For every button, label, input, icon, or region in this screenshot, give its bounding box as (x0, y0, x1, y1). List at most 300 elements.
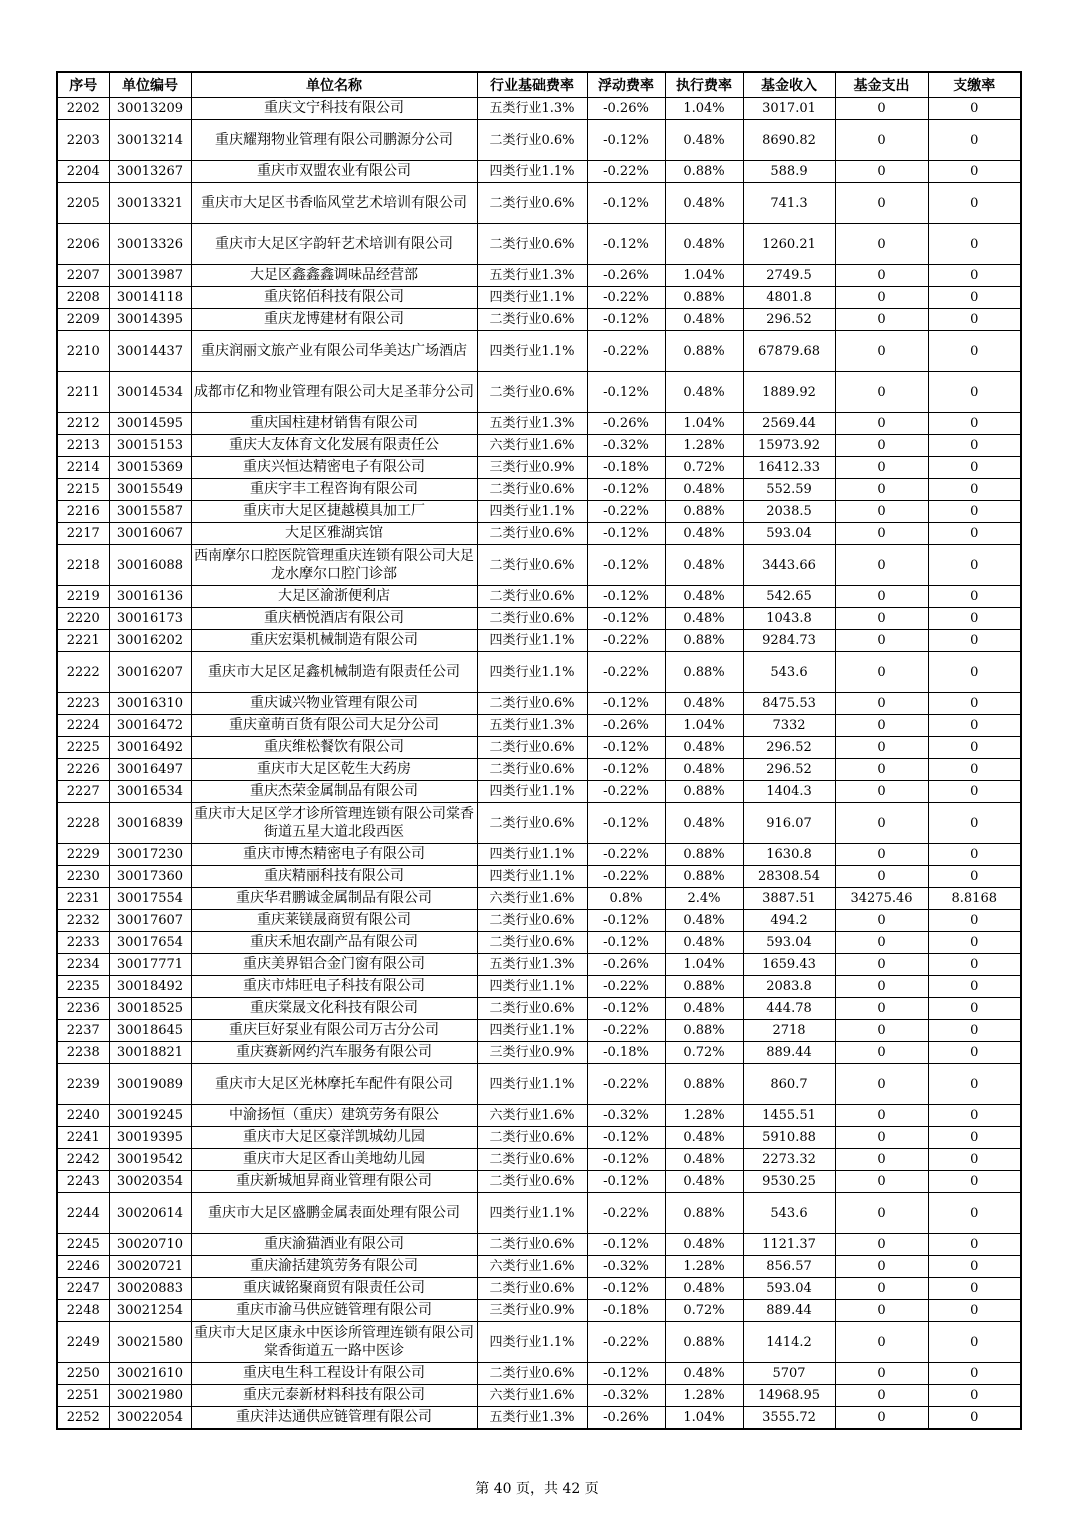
base-rate-cell: 二类行业0.6% (477, 1171, 587, 1193)
table-row (57, 954, 1021, 976)
exec-rate-cell: 0.48% (665, 693, 743, 715)
unit-code-cell: 30015153 (109, 435, 191, 457)
float-rate-cell: -0.32% (587, 1256, 665, 1278)
table-row (57, 759, 1021, 781)
table-row (57, 1042, 1021, 1064)
seq-cell: 2240 (57, 1105, 109, 1127)
unit-code-cell: 30016202 (109, 630, 191, 652)
seq-cell: 2232 (57, 910, 109, 932)
seq-cell: 2216 (57, 501, 109, 523)
fund-income-cell: 1043.8 (743, 608, 835, 630)
payout-ratio-cell: 0 (928, 954, 1021, 976)
fund-income-cell: 2038.5 (743, 501, 835, 523)
exec-rate-cell: 0.88% (665, 501, 743, 523)
base-rate-cell: 四类行业1.1% (477, 1322, 587, 1363)
exec-rate-cell: 0.48% (665, 759, 743, 781)
base-rate-cell: 二类行业0.6% (477, 910, 587, 932)
fund-expense-cell: 0 (835, 803, 928, 844)
fund-income-cell: 15973.92 (743, 435, 835, 457)
unit-name-cell: 重庆市大足区康永中医诊所管理连锁有限公司棠香街道五一路中医诊 (191, 1322, 477, 1363)
unit-name-cell: 重庆棠晟文化科技有限公司 (191, 998, 477, 1020)
seq-cell: 2218 (57, 545, 109, 586)
table-row (57, 1363, 1021, 1385)
float-rate-cell: -0.22% (587, 161, 665, 183)
fund-expense-cell: 0 (835, 759, 928, 781)
fund-income-cell: 16412.33 (743, 457, 835, 479)
fund-expense-cell: 0 (835, 501, 928, 523)
exec-rate-cell: 0.88% (665, 1020, 743, 1042)
fund-expense-cell: 0 (835, 479, 928, 501)
fund-income-cell: 1630.8 (743, 844, 835, 866)
seq-cell: 2222 (57, 652, 109, 693)
table-row (57, 715, 1021, 737)
table-row (57, 413, 1021, 435)
payout-ratio-cell: 0 (928, 844, 1021, 866)
payout-ratio-cell: 0 (928, 910, 1021, 932)
unit-code-cell: 30017554 (109, 888, 191, 910)
exec-rate-cell: 0.72% (665, 1300, 743, 1322)
fund-expense-cell: 0 (835, 457, 928, 479)
seq-cell: 2209 (57, 309, 109, 331)
float-rate-cell: -0.12% (587, 608, 665, 630)
fund-expense-cell: 0 (835, 372, 928, 413)
fund-income-cell: 3887.51 (743, 888, 835, 910)
fund-expense-cell: 0 (835, 1105, 928, 1127)
table-row (57, 693, 1021, 715)
unit-code-cell: 30016534 (109, 781, 191, 803)
base-rate-cell: 二类行业0.6% (477, 608, 587, 630)
table-row (57, 545, 1021, 586)
float-rate-cell: -0.18% (587, 1042, 665, 1064)
exec-rate-cell: 0.48% (665, 523, 743, 545)
float-rate-cell: -0.26% (587, 265, 665, 287)
exec-rate-cell: 0.88% (665, 652, 743, 693)
fund-expense-cell: 0 (835, 1256, 928, 1278)
unit-code-cell: 30013214 (109, 120, 191, 161)
table-row (57, 1105, 1021, 1127)
page-footer: 第 40 页，共 42 页 (475, 1481, 599, 1497)
float-rate-cell: -0.22% (587, 501, 665, 523)
seq-cell: 2231 (57, 888, 109, 910)
float-rate-cell: -0.22% (587, 844, 665, 866)
payout-ratio-cell: 0 (928, 331, 1021, 372)
payout-ratio-cell: 0 (928, 998, 1021, 1020)
unit-code-cell: 30014534 (109, 372, 191, 413)
base-rate-cell: 五类行业1.3% (477, 954, 587, 976)
unit-name-cell: 重庆宇丰工程咨询有限公司 (191, 479, 477, 501)
table-row (57, 910, 1021, 932)
seq-cell: 2225 (57, 737, 109, 759)
payout-ratio-cell: 0 (928, 630, 1021, 652)
fund-income-cell: 5910.88 (743, 1127, 835, 1149)
unit-code-cell: 30016136 (109, 586, 191, 608)
exec-rate-cell: 1.28% (665, 1105, 743, 1127)
fund-income-cell: 14968.95 (743, 1385, 835, 1407)
exec-rate-cell: 0.48% (665, 586, 743, 608)
payout-ratio-cell: 0 (928, 435, 1021, 457)
seq-cell: 2233 (57, 932, 109, 954)
table-row (57, 976, 1021, 998)
unit-code-cell: 30015549 (109, 479, 191, 501)
payout-ratio-cell: 0 (928, 287, 1021, 309)
exec-rate-cell: 1.28% (665, 1256, 743, 1278)
fund-expense-cell: 0 (835, 1064, 928, 1105)
seq-cell: 2230 (57, 866, 109, 888)
fund-income-cell: 860.7 (743, 1064, 835, 1105)
float-rate-cell: -0.12% (587, 120, 665, 161)
exec-rate-cell: 0.72% (665, 457, 743, 479)
float-rate-cell: -0.32% (587, 1105, 665, 1127)
exec-rate-cell: 0.88% (665, 1193, 743, 1234)
exec-rate-cell: 1.04% (665, 98, 743, 120)
fund-expense-cell: 0 (835, 98, 928, 120)
exec-rate-cell: 0.48% (665, 372, 743, 413)
exec-rate-cell: 0.88% (665, 630, 743, 652)
table-row (57, 1300, 1021, 1322)
base-rate-cell: 三类行业0.9% (477, 1042, 587, 1064)
fund-expense-cell: 0 (835, 161, 928, 183)
unit-code-cell: 30016207 (109, 652, 191, 693)
base-rate-cell: 二类行业0.6% (477, 1234, 587, 1256)
seq-cell: 2226 (57, 759, 109, 781)
unit-name-cell: 重庆美界铝合金门窗有限公司 (191, 954, 477, 976)
fund-income-cell: 4801.8 (743, 287, 835, 309)
base-rate-cell: 二类行业0.6% (477, 183, 587, 224)
unit-code-cell: 30018525 (109, 998, 191, 1020)
table-row (57, 265, 1021, 287)
float-rate-cell: -0.12% (587, 1149, 665, 1171)
unit-code-cell: 30014118 (109, 287, 191, 309)
float-rate-cell: -0.22% (587, 1064, 665, 1105)
seq-cell: 2239 (57, 1064, 109, 1105)
float-rate-cell: -0.12% (587, 1171, 665, 1193)
exec-rate-cell: 2.4% (665, 888, 743, 910)
float-rate-cell: -0.12% (587, 1234, 665, 1256)
payout-ratio-cell: 0 (928, 120, 1021, 161)
exec-rate-cell: 0.48% (665, 998, 743, 1020)
seq-cell: 2251 (57, 1385, 109, 1407)
fund-income-cell: 296.52 (743, 737, 835, 759)
fund-expense-cell: 0 (835, 1278, 928, 1300)
fund-expense-cell: 0 (835, 910, 928, 932)
unit-name-cell: 大足区渝浙便利店 (191, 586, 477, 608)
unit-code-cell: 30014595 (109, 413, 191, 435)
unit-code-cell: 30014437 (109, 331, 191, 372)
unit-name-cell: 重庆市渝马供应链管理有限公司 (191, 1300, 477, 1322)
base-rate-cell: 四类行业1.1% (477, 161, 587, 183)
payout-ratio-cell: 0 (928, 1234, 1021, 1256)
fund-expense-cell: 0 (835, 1020, 928, 1042)
base-rate-cell: 四类行业1.1% (477, 1193, 587, 1234)
float-rate-cell: -0.22% (587, 652, 665, 693)
table-row (57, 1256, 1021, 1278)
base-rate-cell: 二类行业0.6% (477, 224, 587, 265)
unit-code-cell: 30016497 (109, 759, 191, 781)
unit-name-cell: 重庆诚铭聚商贸有限责任公司 (191, 1278, 477, 1300)
fund-expense-cell: 0 (835, 287, 928, 309)
exec-rate-cell: 0.88% (665, 976, 743, 998)
fund-expense-cell: 0 (835, 1042, 928, 1064)
float-rate-cell: -0.12% (587, 183, 665, 224)
exec-rate-cell: 0.88% (665, 1064, 743, 1105)
unit-code-cell: 30016492 (109, 737, 191, 759)
seq-cell: 2243 (57, 1171, 109, 1193)
table-row (57, 479, 1021, 501)
base-rate-cell: 三类行业0.9% (477, 1300, 587, 1322)
unit-code-cell: 30017230 (109, 844, 191, 866)
table-row (57, 523, 1021, 545)
seq-cell: 2252 (57, 1407, 109, 1430)
fund-expense-cell: 0 (835, 1234, 928, 1256)
payout-ratio-cell: 0 (928, 372, 1021, 413)
header-cell: 序号 (57, 72, 109, 98)
fund-income-cell: 3443.66 (743, 545, 835, 586)
fund-income-cell: 552.59 (743, 479, 835, 501)
payout-ratio-cell: 0 (928, 224, 1021, 265)
base-rate-cell: 四类行业1.1% (477, 652, 587, 693)
table-row (57, 1064, 1021, 1105)
payout-ratio-cell: 0 (928, 586, 1021, 608)
seq-cell: 2229 (57, 844, 109, 866)
fund-income-cell: 1455.51 (743, 1105, 835, 1127)
base-rate-cell: 四类行业1.1% (477, 331, 587, 372)
table-row (57, 932, 1021, 954)
float-rate-cell: -0.12% (587, 586, 665, 608)
fund-income-cell: 67879.68 (743, 331, 835, 372)
fund-income-cell: 2749.5 (743, 265, 835, 287)
base-rate-cell: 六类行业1.6% (477, 1385, 587, 1407)
float-rate-cell: -0.12% (587, 1278, 665, 1300)
fund-income-cell: 296.52 (743, 759, 835, 781)
unit-name-cell: 重庆市大足区光林摩托车配件有限公司 (191, 1064, 477, 1105)
unit-name-cell: 重庆栖悦酒店有限公司 (191, 608, 477, 630)
unit-code-cell: 30020883 (109, 1278, 191, 1300)
header-cell: 执行费率 (665, 72, 743, 98)
fund-income-cell: 9284.73 (743, 630, 835, 652)
unit-code-cell: 30022054 (109, 1407, 191, 1430)
unit-name-cell: 重庆市大足区盛鹏金属表面处理有限公司 (191, 1193, 477, 1234)
header-cell: 单位名称 (191, 72, 477, 98)
fund-expense-cell: 0 (835, 715, 928, 737)
unit-code-cell: 30018492 (109, 976, 191, 998)
fund-income-cell: 1414.2 (743, 1322, 835, 1363)
exec-rate-cell: 0.48% (665, 1363, 743, 1385)
float-rate-cell: -0.22% (587, 630, 665, 652)
fund-expense-cell: 0 (835, 652, 928, 693)
fund-income-cell: 5707 (743, 1363, 835, 1385)
base-rate-cell: 二类行业0.6% (477, 120, 587, 161)
base-rate-cell: 五类行业1.3% (477, 413, 587, 435)
unit-name-cell: 重庆宏渠机械制造有限公司 (191, 630, 477, 652)
unit-code-cell: 30018821 (109, 1042, 191, 1064)
seq-cell: 2238 (57, 1042, 109, 1064)
seq-cell: 2213 (57, 435, 109, 457)
exec-rate-cell: 1.04% (665, 954, 743, 976)
base-rate-cell: 四类行业1.1% (477, 781, 587, 803)
seq-cell: 2234 (57, 954, 109, 976)
fund-expense-cell: 0 (835, 120, 928, 161)
payout-ratio-cell: 0 (928, 1042, 1021, 1064)
header-cell: 单位编号 (109, 72, 191, 98)
base-rate-cell: 四类行业1.1% (477, 501, 587, 523)
seq-cell: 2204 (57, 161, 109, 183)
fund-income-cell: 2569.44 (743, 413, 835, 435)
unit-name-cell: 重庆龙博建材有限公司 (191, 309, 477, 331)
float-rate-cell: -0.12% (587, 737, 665, 759)
base-rate-cell: 四类行业1.1% (477, 866, 587, 888)
unit-name-cell: 重庆兴恒达精密电子有限公司 (191, 457, 477, 479)
fund-income-cell: 296.52 (743, 309, 835, 331)
base-rate-cell: 二类行业0.6% (477, 586, 587, 608)
table-row (57, 372, 1021, 413)
table-row (57, 652, 1021, 693)
table-row (57, 98, 1021, 120)
base-rate-cell: 六类行业1.6% (477, 1105, 587, 1127)
seq-cell: 2215 (57, 479, 109, 501)
exec-rate-cell: 0.88% (665, 866, 743, 888)
base-rate-cell: 二类行业0.6% (477, 372, 587, 413)
unit-code-cell: 30020354 (109, 1171, 191, 1193)
unit-name-cell: 重庆禾旭农副产品有限公司 (191, 932, 477, 954)
float-rate-cell: -0.26% (587, 715, 665, 737)
unit-name-cell: 重庆市大足区乾生大药房 (191, 759, 477, 781)
unit-code-cell: 30017654 (109, 932, 191, 954)
unit-name-cell: 重庆精丽科技有限公司 (191, 866, 477, 888)
seq-cell: 2205 (57, 183, 109, 224)
fund-income-cell: 2718 (743, 1020, 835, 1042)
fund-income-cell: 593.04 (743, 932, 835, 954)
unit-name-cell: 重庆渝括建筑劳务有限公司 (191, 1256, 477, 1278)
seq-cell: 2202 (57, 98, 109, 120)
fund-income-cell: 7332 (743, 715, 835, 737)
seq-cell: 2210 (57, 331, 109, 372)
base-rate-cell: 四类行业1.1% (477, 630, 587, 652)
payout-ratio-cell: 0 (928, 1064, 1021, 1105)
base-rate-cell: 四类行业1.1% (477, 1020, 587, 1042)
table-row (57, 1020, 1021, 1042)
unit-name-cell: 重庆润丽文旅产业有限公司华美达广场酒店 (191, 331, 477, 372)
unit-name-cell: 重庆华君鹏诚金属制品有限公司 (191, 888, 477, 910)
fund-expense-cell: 0 (835, 954, 928, 976)
fund-income-cell: 856.57 (743, 1256, 835, 1278)
unit-code-cell: 30020710 (109, 1234, 191, 1256)
unit-name-cell: 重庆维松餐饮有限公司 (191, 737, 477, 759)
seq-cell: 2246 (57, 1256, 109, 1278)
unit-code-cell: 30021580 (109, 1322, 191, 1363)
table-row (57, 501, 1021, 523)
fund-expense-cell: 0 (835, 331, 928, 372)
payout-ratio-cell: 0 (928, 1407, 1021, 1430)
fund-income-cell: 889.44 (743, 1300, 835, 1322)
payout-ratio-cell: 0 (928, 309, 1021, 331)
payout-ratio-cell: 0 (928, 1193, 1021, 1234)
fund-income-cell: 543.6 (743, 1193, 835, 1234)
payout-ratio-cell: 0 (928, 183, 1021, 224)
float-rate-cell: -0.12% (587, 523, 665, 545)
table-row (57, 435, 1021, 457)
seq-cell: 2206 (57, 224, 109, 265)
float-rate-cell: -0.12% (587, 545, 665, 586)
unit-name-cell: 大足区鑫鑫鑫调味品经营部 (191, 265, 477, 287)
unit-code-cell: 30016173 (109, 608, 191, 630)
unit-name-cell: 重庆市大足区豪洋凯城幼儿园 (191, 1127, 477, 1149)
exec-rate-cell: 0.48% (665, 737, 743, 759)
float-rate-cell: -0.12% (587, 372, 665, 413)
payout-ratio-cell: 0 (928, 737, 1021, 759)
seq-cell: 2212 (57, 413, 109, 435)
exec-rate-cell: 0.48% (665, 1127, 743, 1149)
header-row (57, 72, 1021, 98)
float-rate-cell: -0.22% (587, 976, 665, 998)
unit-name-cell: 重庆渝猫酒业有限公司 (191, 1234, 477, 1256)
table-row (57, 1171, 1021, 1193)
seq-cell: 2235 (57, 976, 109, 998)
base-rate-cell: 四类行业1.1% (477, 976, 587, 998)
exec-rate-cell: 0.48% (665, 932, 743, 954)
fund-income-cell: 8475.53 (743, 693, 835, 715)
fund-expense-cell: 0 (835, 1193, 928, 1234)
unit-code-cell: 30017607 (109, 910, 191, 932)
fund-income-cell: 2083.8 (743, 976, 835, 998)
exec-rate-cell: 1.28% (665, 435, 743, 457)
fund-income-cell: 494.2 (743, 910, 835, 932)
base-rate-cell: 二类行业0.6% (477, 759, 587, 781)
unit-code-cell: 30019542 (109, 1149, 191, 1171)
unit-name-cell: 重庆铭佰科技有限公司 (191, 287, 477, 309)
unit-code-cell: 30014395 (109, 309, 191, 331)
float-rate-cell: -0.18% (587, 1300, 665, 1322)
float-rate-cell: -0.12% (587, 910, 665, 932)
unit-code-cell: 30016839 (109, 803, 191, 844)
payout-ratio-cell: 0 (928, 976, 1021, 998)
seq-cell: 2227 (57, 781, 109, 803)
fund-expense-cell: 0 (835, 1385, 928, 1407)
base-rate-cell: 二类行业0.6% (477, 1278, 587, 1300)
exec-rate-cell: 0.72% (665, 1042, 743, 1064)
seq-cell: 2250 (57, 1363, 109, 1385)
exec-rate-cell: 0.48% (665, 1278, 743, 1300)
payout-ratio-cell: 0 (928, 1322, 1021, 1363)
base-rate-cell: 四类行业1.1% (477, 1064, 587, 1105)
header-cell: 支缴率 (928, 72, 1021, 98)
exec-rate-cell: 1.04% (665, 1407, 743, 1430)
float-rate-cell: -0.32% (587, 435, 665, 457)
unit-code-cell: 30021610 (109, 1363, 191, 1385)
base-rate-cell: 六类行业1.6% (477, 888, 587, 910)
unit-name-cell: 重庆市大足区字韵轩艺术培训有限公司 (191, 224, 477, 265)
seq-cell: 2211 (57, 372, 109, 413)
table-row (57, 1234, 1021, 1256)
payout-ratio-cell: 0 (928, 803, 1021, 844)
float-rate-cell: -0.22% (587, 866, 665, 888)
unit-name-cell: 重庆市双盟农业有限公司 (191, 161, 477, 183)
seq-cell: 2244 (57, 1193, 109, 1234)
unit-code-cell: 30016472 (109, 715, 191, 737)
payout-ratio-cell: 0 (928, 1363, 1021, 1385)
unit-code-cell: 30013326 (109, 224, 191, 265)
seq-cell: 2217 (57, 523, 109, 545)
unit-code-cell: 30015587 (109, 501, 191, 523)
payout-ratio-cell: 0 (928, 1020, 1021, 1042)
seq-cell: 2221 (57, 630, 109, 652)
exec-rate-cell: 0.48% (665, 309, 743, 331)
payout-ratio-cell: 0 (928, 545, 1021, 586)
header-cell: 浮动费率 (587, 72, 665, 98)
float-rate-cell: -0.12% (587, 932, 665, 954)
exec-rate-cell: 0.88% (665, 161, 743, 183)
exec-rate-cell: 0.48% (665, 1234, 743, 1256)
unit-name-cell: 重庆市大足区足鑫机械制造有限责任公司 (191, 652, 477, 693)
